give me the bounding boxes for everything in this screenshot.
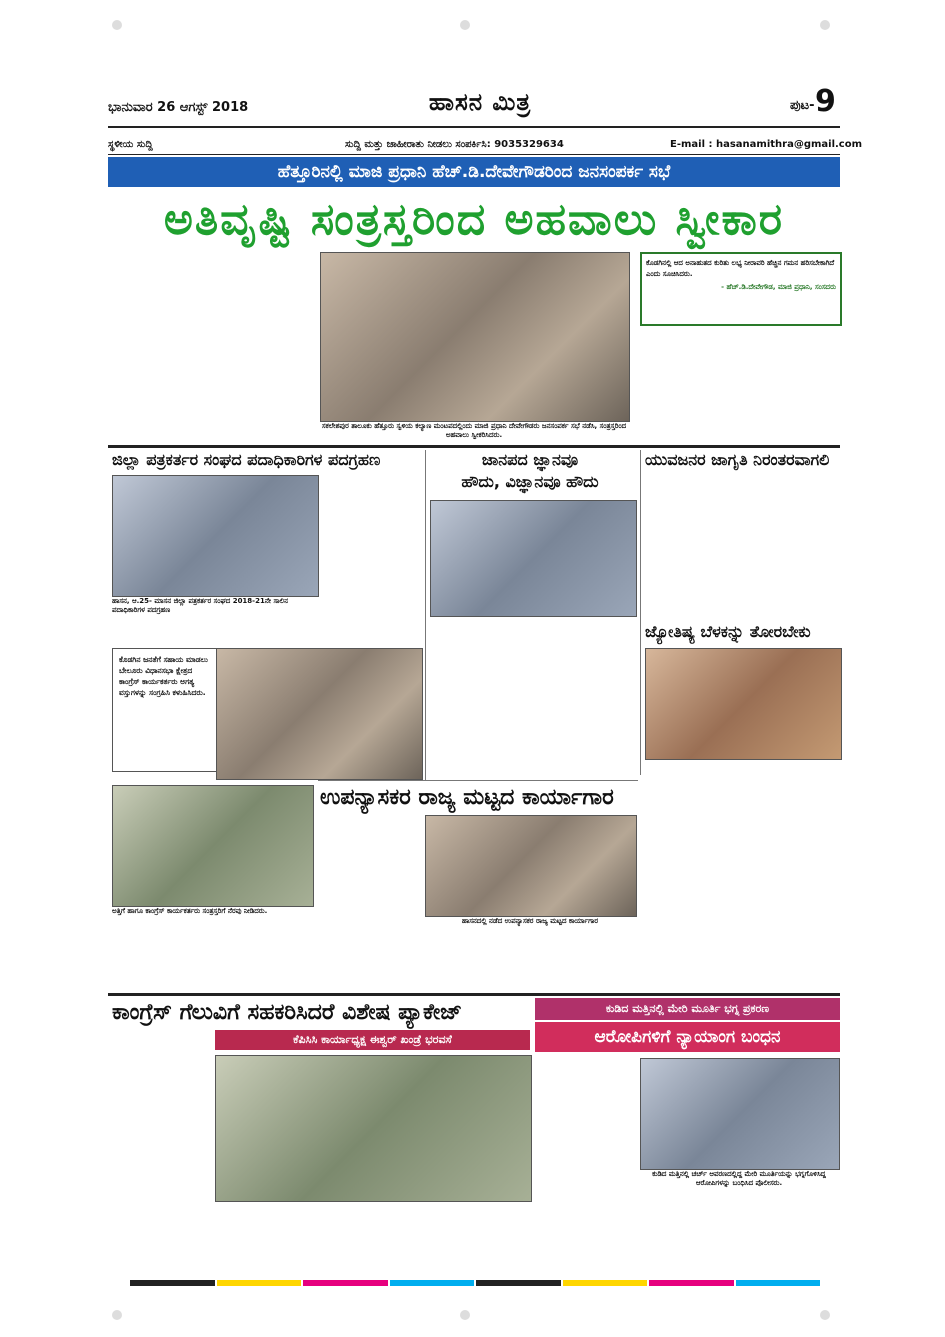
folklore-headline-1: ಜಾನಪದ ಜ್ಞಾನವೂ xyxy=(481,450,579,469)
folklore-photo xyxy=(430,500,637,617)
folklore-column-2 xyxy=(535,620,635,780)
lead-quote: ಕೊಡಗಿನಲ್ಲಿ ಆದ ಅನಾಹುತದ ಕುರಿತು ಲಭ್ಯ ನೀರಾವರಿ ಹೆಚ್ಚಿನ ಗಮನ ಹರಿಸಬೇಕಾಗಿದೆ ಎಂದು ಸೂಚಿಸಿದರು. xyxy=(646,259,835,278)
press-assoc-caption: ಹಾಸನ, ಆ.25- ಮಾಸನ ಜಿಲ್ಲಾ ಪತ್ರಕರ್ತರ ಸಂಘದ 2018-21ನೇ ಸಾಲಿನ ಪದಾಧಿಕಾರಿಗಳ ಪದಗ್ರಹಣ xyxy=(112,597,288,615)
astrology-column-1 xyxy=(645,762,740,952)
lead-quote-box xyxy=(640,252,842,326)
crime-caption: ಕುಡಿದ ಮತ್ತಿನಲ್ಲಿ ಚರ್ಚ್ ಆವರಣದಲ್ಲಿದ್ದ ಮೇರಿ ಮೂರ್ತಿಯನ್ನು ಭಗ್ನಗೊಳಿಸಿದ್ದ ಆರೋಪಿಗಳನ್ನು ಬಂಧಿಸಿದ ಪೊಲೀಸರು. xyxy=(652,1170,826,1188)
column-divider xyxy=(640,450,641,775)
congress-column-1 xyxy=(112,1030,210,1270)
lead-photo-caption: ಸಕಲೇಶಪುರ ತಾಲೂಕು ಹೆತ್ತೂರು ಸ್ವಳಿಯ ಕಲ್ಯಾಣ ಮಂಟಪದಲ್ಲಿಂದು ಮಾಜಿ ಪ್ರಧಾನಿ ದೇವೇಗೌಡರು ಜನಸಂಪರ್ಕ ಸಭೆ ನಡೆಸಿ, ಸಂತ್ರಸ್ತರಿಂದ ಅಹವಾಲು ಸ್ವೀಕರಿಸಿದರು. xyxy=(321,422,627,440)
issue-date: ಭಾನುವಾರ 26 ಆಗಸ್ಟ್ 2018 xyxy=(108,100,249,115)
astrology-photo xyxy=(645,648,842,760)
congress-column-2 xyxy=(215,1205,315,1270)
lecturers-caption: ಹಾಸನದಲ್ಲಿ ನಡೆದ ಉಪನ್ಯಾಸಕರ ರಾಜ್ಯ ಮಟ್ಟದ ಕಾರ್ಯಾಗಾರ xyxy=(461,917,599,925)
crime-column-1 xyxy=(538,1058,636,1268)
lecturers-headline: ಉಪನ್ಯಾಸಕರ ರಾಜ್ಯ ಮಟ್ಟದ ಕಾರ್ಯಾಗಾರ xyxy=(320,785,614,810)
youth-column xyxy=(645,475,840,615)
astrology-headline: ಜ್ಯೋತಿಷ್ಯ ಬೆಳಕನ್ನು ತೋರಬೇಕು xyxy=(645,622,811,641)
lead-photo xyxy=(320,252,630,422)
folklore-headline-2: ಹೌದು, ವಿಜ್ಞಾನವೂ ಹೌದು xyxy=(461,472,599,491)
folklore-column-1 xyxy=(430,620,530,780)
registration-mark xyxy=(820,1310,830,1320)
header-rule-2 xyxy=(108,154,840,155)
lecturers-column-2 xyxy=(425,932,530,992)
masthead: ಹಾಸನ ಮಿತ್ರ xyxy=(428,88,532,116)
youth-headline: ಯುವಜನರ ಜಾಗೃತಿ ನಿರಂತರವಾಗಲಿ xyxy=(645,450,830,469)
lead-column-3 xyxy=(640,320,735,445)
contact-line: ಸುದ್ದಿ ಮತ್ತು ಜಾಹೀರಾತು ನೀಡಲು ಸಂಪರ್ಕಿಸಿ: 9035329634 xyxy=(345,139,564,150)
crime-column-2 xyxy=(640,1195,735,1268)
community-photo xyxy=(112,785,314,907)
press-assoc-column xyxy=(320,475,420,595)
relief-photo xyxy=(216,648,423,780)
congress-photo xyxy=(215,1055,532,1202)
crime-column-3 xyxy=(740,1195,838,1268)
page-number: 9 xyxy=(815,84,836,119)
press-assoc-column-2 xyxy=(112,608,212,648)
section-divider xyxy=(108,445,840,448)
congress-column-3 xyxy=(320,1205,420,1270)
congress-column-4 xyxy=(425,1205,530,1270)
lead-quote-attribution: - ಹೆಚ್.ಡಿ.ದೇವೇಗೌಡ, ಮಾಜಿ ಪ್ರಧಾನಿ, ಸಂಸದರು xyxy=(721,283,836,291)
congress-headline: ಕಾಂಗ್ರೆಸ್ ಗೆಲುವಿಗೆ ಸಹಕರಿಸಿದರೆ ವಿಶೇಷ ಪ್ಯಾಕೇಜ್ xyxy=(112,1000,463,1025)
registration-mark xyxy=(112,1310,122,1320)
registration-mark xyxy=(460,1310,470,1320)
astrology-column-2 xyxy=(745,762,840,952)
header-rule xyxy=(108,126,840,128)
crime-headline: ಆರೋಪಿಗಳಿಗೆ ನ್ಯಾಯಾಂಗ ಬಂಧನ xyxy=(535,1022,840,1052)
relief-text-box: ಕೊಡಗಿನ ಜನತೆಗೆ ಸಹಾಯ ಮಾಡಲು ಬೇಲೂರು ವಿಧಾನಸಭಾ ಕ್ಷೇತ್ರದ ಕಾಂಗ್ರೆಸ್ ಕಾರ್ಯಕರ್ತರು ಅಗತ್ಯ ವಸ್ತುಗಳನ್ನು ಸಂಗ್ರಹಿಸಿ ಕಳುಹಿಸಿದರು. xyxy=(112,648,221,772)
crime-photo xyxy=(640,1058,840,1170)
press-assoc-photo xyxy=(112,475,319,597)
community-column-2 xyxy=(318,895,418,990)
section-label: ಸ್ಥಳೀಯ ಸುದ್ದಿ xyxy=(108,139,153,150)
column-divider xyxy=(425,450,426,780)
press-assoc-column-3 xyxy=(216,608,316,648)
lead-headline: ಅತಿವೃಷ್ಟಿ ಸಂತ್ರಸ್ತರಿಂದ ಅಹವಾಲು ಸ್ವೀಕಾರ xyxy=(163,193,785,245)
community-caption: ಅತ್ತಿಗೆ ಹಾಗೂ ಕಾಂಗ್ರೆಸ್ ಕಾರ್ಯಕರ್ತರು ಸಂತ್ರಸ್ತರಿಗೆ ನೆರವು ನೀಡಿದರು. xyxy=(112,907,268,915)
lead-kicker: ಹೆತ್ತೂರಿನಲ್ಲಿ ಮಾಜಿ ಪ್ರಧಾನಿ ಹೆಚ್.ಡಿ.ದೇವೇಗೌಡರಿಂದ ಜನಸಂಪರ್ಕ ಸಭೆ xyxy=(108,157,840,187)
registration-mark xyxy=(820,20,830,30)
registration-mark xyxy=(112,20,122,30)
lead-column-1 xyxy=(108,255,208,445)
page-label: ಪುಟ- xyxy=(790,98,815,113)
lead-column-4 xyxy=(740,320,835,445)
lecturers-photo xyxy=(425,815,637,917)
lecturers-column-1 xyxy=(320,815,418,890)
email-line: E-mail : hasanamithra@gmail.com xyxy=(670,139,863,150)
section-divider xyxy=(108,993,840,996)
registration-mark xyxy=(460,20,470,30)
lead-column-2 xyxy=(212,255,312,445)
crime-kicker: ಕುಡಿದ ಮತ್ತಿನಲ್ಲಿ ಮೇರಿ ಮೂರ್ತಿ ಭಗ್ನ ಪ್ರಕರಣ xyxy=(535,998,840,1020)
congress-subheadline: ಕೆಪಿಸಿಸಿ ಕಾರ್ಯಾಧ್ಯಕ್ಷ ಈಶ್ವರ್ ಖಂಡ್ರೆ ಭರವಸೆ xyxy=(215,1030,530,1050)
section-rule xyxy=(318,780,638,781)
community-column xyxy=(112,935,312,990)
color-calibration-bar xyxy=(130,1280,820,1286)
lecturers-column-3 xyxy=(535,932,635,992)
press-assoc-headline: ಜಿಲ್ಲಾ ಪತ್ರಕರ್ತರ ಸಂಘದ ಪದಾಧಿಕಾರಿಗಳ ಪದಗ್ರಹಣ xyxy=(112,450,381,469)
